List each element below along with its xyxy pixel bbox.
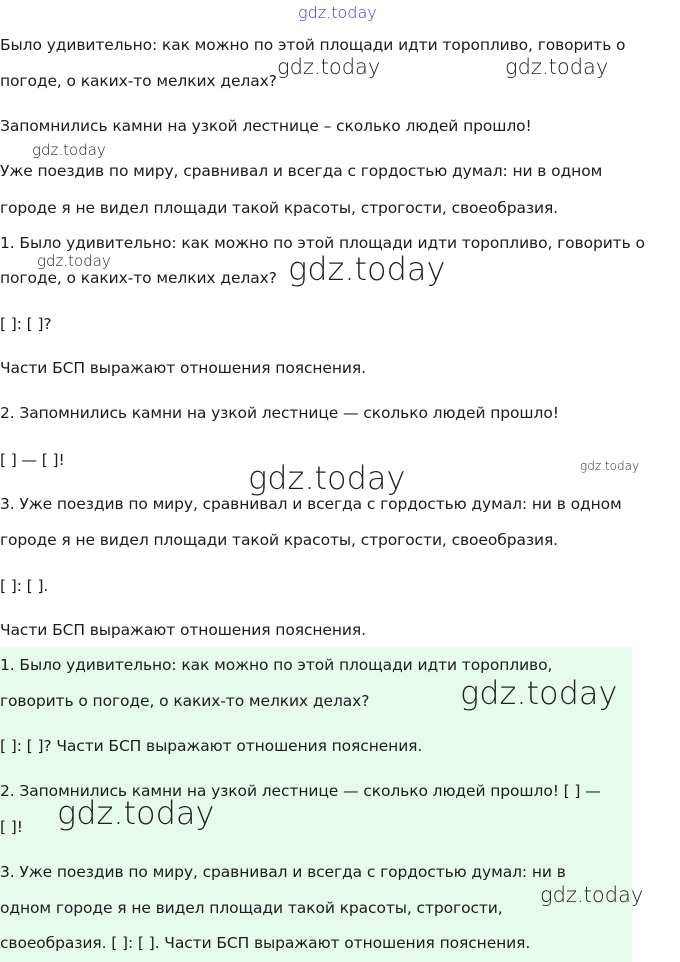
watermark: gdz.today — [248, 459, 406, 497]
sentence-3-line-1: 3. Уже поездив по миру, сравнивал и всегда с гордостью думал: ни в одном — [0, 495, 622, 513]
watermark: gdz.today — [32, 141, 106, 159]
watermark: gdz.today — [37, 252, 111, 270]
sentence-3-line-2: городе я не видел площади такой красоты, строгости, своеобразия. — [0, 531, 559, 549]
watermark: gdz.today — [57, 794, 215, 832]
watermark-top: gdz.today — [298, 3, 377, 22]
watermark: gdz.today — [288, 250, 446, 288]
sentence-3-note: Части БСП выражают отношения пояснения. — [0, 621, 366, 639]
sentence-1-line-2: погоде, о каких-то мелких делах? — [0, 269, 277, 287]
watermark: gdz.today — [277, 55, 381, 79]
sentence-1-line-1: 1. Было удивительно: как можно по этой площади идти торопливо, говорить о — [0, 234, 645, 252]
answer-line-3: [ ]: [ ]? Части БСП выражают отношения пояснения. — [0, 737, 423, 755]
intro-line-4: Уже поездив по миру, сравнивал и всегда с гордостью думал: ни в одном — [0, 162, 603, 180]
answer-line-5: [ ]! — [0, 818, 23, 836]
watermark: gdz.today — [505, 55, 609, 79]
sentence-1-scheme: [ ]: [ ]? — [0, 315, 52, 333]
watermark: gdz.today — [540, 883, 644, 907]
intro-line-2: погоде, о каких-то мелких делах? — [0, 72, 277, 90]
sentence-1-note: Части БСП выражают отношения пояснения. — [0, 359, 366, 377]
answer-line-2: говорить о погоде, о каких-то мелких делах? — [0, 692, 370, 710]
answer-line-4: 2. Запомнились камни на узкой лестнице — сколько людей прошло! [ ] — — [0, 782, 601, 800]
sentence-2-scheme: [ ] — [ ]! — [0, 451, 65, 469]
intro-line-3: Запомнились камни на узкой лестнице – сколько людей прошло! — [0, 117, 532, 135]
answer-line-7: одном городе я не видел площади такой красоты, строгости, — [0, 899, 503, 917]
sentence-3-scheme: [ ]: [ ]. — [0, 577, 49, 595]
answer-line-1: 1. Было удивительно: как можно по этой площади идти торопливо, — [0, 656, 553, 674]
intro-line-5: городе я не видел площади такой красоты, строгости, своеобразия. — [0, 199, 559, 217]
intro-line-1: Было удивительно: как можно по этой площади идти торопливо, говорить о — [0, 36, 626, 54]
answer-line-6: 3. Уже поездив по миру, сравнивал и всегда с гордостью думал: ни в — [0, 863, 566, 881]
watermark: gdz.today — [460, 674, 618, 712]
answer-line-8: своеобразия. [ ]: [ ]. Части БСП выражают отношения пояснения. — [0, 934, 531, 952]
sentence-2: 2. Запомнились камни на узкой лестнице — сколько людей прошло! — [0, 404, 559, 422]
watermark: gdz.today — [580, 459, 640, 473]
